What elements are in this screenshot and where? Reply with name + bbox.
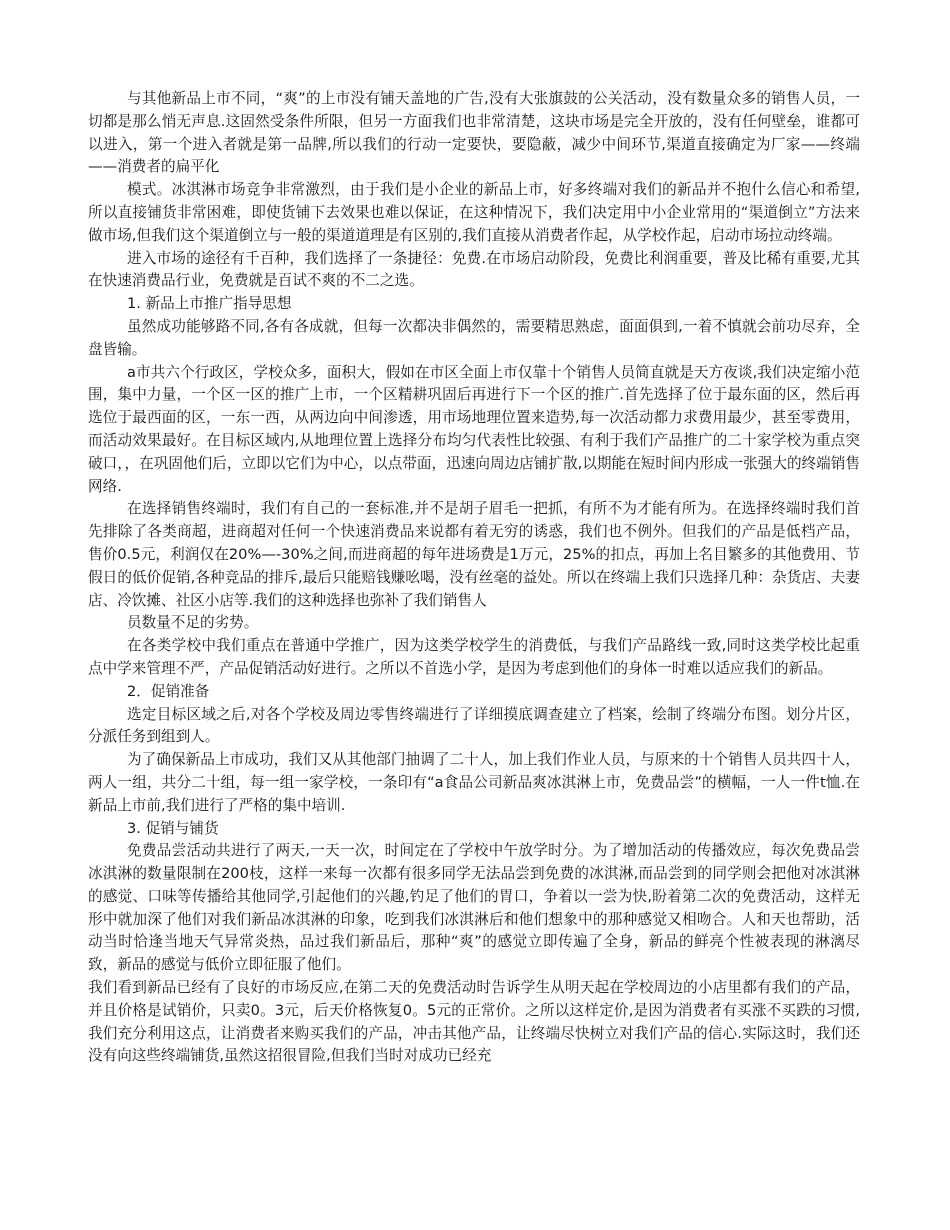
section-heading-2: 2．促销准备 xyxy=(127,682,210,700)
section-heading-1: 1. 新品上市推广指导思想 xyxy=(127,295,292,313)
paragraph-pricing: 我们看到新品已经有了良好的市场反应,在第二天的免费活动时告诉学生从明天起在学校周边的小店里都有我们的产品，并且价格是试销价，只卖0。3元，后天价格恢复0。5元的正常价。之所以这样定价,是因为消费者有买涨不买跌的习惯,我们充分利用这点，让消费者来购买我们的产品，冲击其他产品，让终端尽快树立对我们产品的信心.实际这时，我们还没有向这些终端铺货,虽然这招很冒险,但我们当时对成功已经充 xyxy=(88,979,860,1065)
paragraph-model: 模式。冰淇淋市场竞争非常激烈，由于我们是小企业的新品上市，好多终端对我们的新品并不抱什么信心和希望,所以直接铺货非常困难，即使货铺下去效果也难以保证，在这种情况下，我们决定用中小企业常用的“渠道倒立”方法来做市场,但我们这个渠道倒立与一般的渠道道理是有区别的,我们直接从消费者作起，从学校作起，启动市场拉动终端。 xyxy=(88,181,860,244)
document-page xyxy=(88,88,860,1068)
paragraph-success: 虽然成功能够路不同,各有各成就，但每一次都决非偶然的，需要精思熟虑，面面俱到,一着不慎就会前功尽弃，全盘皆输。 xyxy=(88,317,860,358)
paragraph-staffing: 为了确保新品上市成功，我们又从其他部门抽调了二十人，加上我们作业人员，与原来的十个销售人员共四十人，两人一组，共分二十组，每一组一家学校，一条印有“a食品公司新品爽冰淇淋上市，免费品尝”的横幅，一人一件t恤.在新品上市前,我们进行了严格的集中培训. xyxy=(88,751,860,814)
paragraph-free-tasting: 免费品尝活动共进行了两天,一天一次，时间定在了学校中午放学时分。为了增加活动的传播效应，每次免费品尝冰淇淋的数量限制在200枝，这样一来每一次都有很多同学无法品尝到免费的冰淇淋,而品尝到的同学则会把他对冰淇淋的感觉、口味等传播给其他同学,引起他们的兴趣,钓足了他们的胃口，争着以一尝为快,盼着第二次的免费活动，这样无形中就加深了他们对我们新品冰淇淋的印象，吃到我们冰淇淋后和他们想象中的那种感觉又相吻合。人和天也帮助，活动当时恰逢当地天气异常炎热，品过我们新品后，那种“爽”的感觉立即传遍了全身，新品的鲜亮个性被表现的淋漓尽致，新品的感觉与低价立即征服了他们。 xyxy=(88,842,860,974)
paragraph-target-area: 选定目标区域之后,对各个学校及周边零售终端进行了详细摸底调查建立了档案，绘制了终端分布图。划分片区，分派任务到组到人。 xyxy=(88,705,860,746)
paragraph-terminal-selection: 在选择销售终端时，我们有自己的一套标准,并不是胡子眉毛一把抓，有所不为才能有所为。在选择终端时我们首先排除了各类商超，进商超对任何一个快速消费品来说都有着无穷的诱惑，我们也不例外。但我们的产品是低档产品，售价0.5元，利润仅在20%—-30%之间,而进商超的每年进场费是1万元，25%的扣点，再加上名目繁多的其他费用、节假日的低价促销,各种竞品的排斥,最后只能赔钱赚吆喝，没有丝毫的益处。所以在终端上我们只选择几种：杂货店、夫妻店、冷饮摊、社区小店等.我们的这种选择也弥补了我们销售人 xyxy=(88,500,860,609)
paragraph-city-strategy: a市共六个行政区，学校众多，面积大，假如在市区全面上市仅靠十个销售人员简直就是天方夜谈,我们决定缩小范围，集中力量，一个区一区的推广上市，一个区精耕巩固后再进行下一个区的推广.首先选择了位于最东面的区，然后再选位于最西面的区，一东一西，从两边向中间渗透，用市场地理位置来造势,每一次活动都力求费用最少，甚至零费用，而活动效果最好。在目标区域内,从地理位置上选择分布均匀代表性比较强、有利于我们产品推广的二十家学校为重点突破口，，在巩固他们后，立即以它们为中心，以点带面，迅速向周边店铺扩散,以期能在短时间内形成一张强大的终端销售网络. xyxy=(88,363,860,495)
section-heading-3: 3. 促销与铺货 xyxy=(127,819,219,837)
paragraph-intro: 与其他新品上市不同，“爽”的上市没有铺天盖地的广告,没有大张旗鼓的公关活动，没有数量众多的销售人员，一切都是那么悄无声息.这固然受条件所限，但另一方面我们也非常清楚，这块市场是完全开放的，没有任何壁垒，谁都可以进入，第一个进入者就是第一品牌,所以我们的行动一定要快，要隐蔽，减少中间环节,渠道直接确定为厂家——终端——消费者的扁平化 xyxy=(88,90,860,176)
paragraph-entry-path: 进入市场的途径有千百种，我们选择了一条捷径：免费.在市场启动阶段，免费比利润重要，普及比稀有重要,尤其在快速消费品行业，免费就是百试不爽的不二之选。 xyxy=(88,249,860,290)
paragraph-staff-shortage: 员数量不足的劣势。 xyxy=(127,614,259,632)
paragraph-schools: 在各类学校中我们重点在普通中学推广，因为这类学校学生的消费低，与我们产品路线一致,同时这类学校比起重点中学来管理不严，产品促销活动好进行。之所以不首选小学，是因为考虑到他们的身体一时难以适应我们的新品。 xyxy=(88,637,860,677)
